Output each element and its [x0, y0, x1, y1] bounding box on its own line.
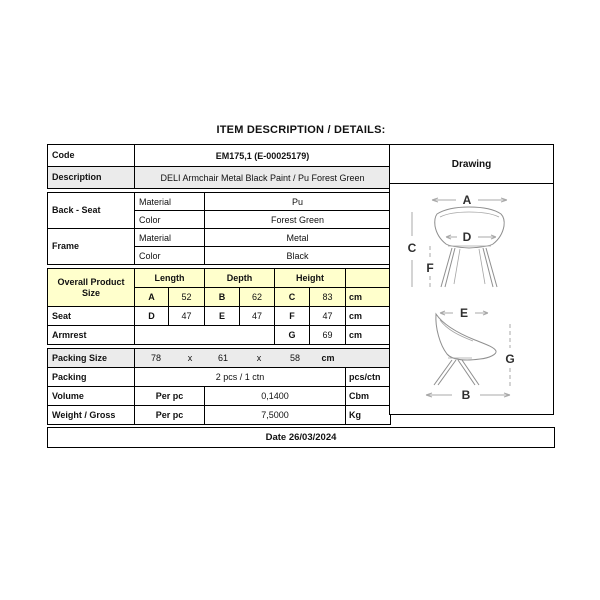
packing-size-values: [135, 349, 391, 368]
volume-unit: Cbm: [346, 387, 391, 406]
packing-size-label: Packing Size: [48, 349, 135, 368]
seat-row-label: Seat: [48, 307, 135, 326]
code-label: Code: [48, 145, 135, 167]
dim-label-g: G: [505, 352, 515, 366]
dim-label-a: A: [462, 193, 472, 207]
drawing-panel: [389, 144, 554, 415]
code-description-table: [47, 144, 391, 189]
frame-color-value: Black: [205, 247, 391, 265]
dim-a-value: 52: [169, 288, 205, 307]
chair-leg-side-rear: [434, 360, 456, 385]
chair-side-view-drawing: [426, 306, 515, 402]
weight-unit: Kg: [346, 406, 391, 425]
weight-label: Weight / Gross: [48, 406, 135, 425]
chair-leg-front-right: [483, 248, 497, 287]
date-row: Date 26/03/2024: [47, 427, 555, 448]
overall-size-label: Overall Product Size: [48, 269, 135, 307]
chair-legs-rear: [454, 249, 485, 284]
back-seat-material-value: Pu: [205, 193, 391, 211]
table-row: [48, 145, 391, 167]
packing-unit: pcs/ctn: [346, 368, 391, 387]
unit-header-cell: [346, 269, 391, 288]
chair-leg-side-front: [458, 360, 479, 385]
spec-sheet: [47, 124, 555, 448]
description-label: Description: [48, 167, 135, 189]
packing-dim-2: 61: [217, 353, 228, 363]
table-row: [48, 307, 391, 326]
spec-table-left-column: [47, 144, 390, 425]
back-seat-label: Back - Seat: [48, 193, 135, 229]
armrest-row-label: Armrest: [48, 326, 135, 345]
packing-sep-2: x: [256, 353, 262, 363]
table-row: [48, 368, 391, 387]
spec-table-wrapper: [47, 144, 555, 425]
dim-g-key: G: [275, 326, 310, 345]
packing-value: 2 pcs / 1 ctn: [135, 368, 346, 387]
armrest-unit: cm: [346, 326, 391, 345]
dim-f-key: F: [275, 307, 310, 326]
frame-material-label: Material: [135, 229, 205, 247]
back-seat-color-value: Forest Green: [205, 211, 391, 229]
volume-label: Volume: [48, 387, 135, 406]
table-row: [48, 229, 391, 247]
dim-b-key: B: [205, 288, 240, 307]
depth-column-header: Depth: [205, 269, 275, 288]
chair-shell-front-inner: [440, 212, 499, 217]
frame-material-value: Metal: [205, 229, 391, 247]
dim-g-value: 69: [310, 326, 346, 345]
page-title: ITEM DESCRIPTION / DETAILS:: [216, 124, 386, 136]
table-row: [48, 326, 391, 345]
dim-c-value: 83: [310, 288, 346, 307]
drawing-header: Drawing: [390, 145, 553, 184]
packing-label: Packing: [48, 368, 135, 387]
sizes-table: [47, 268, 391, 345]
chair-shell-side: [436, 314, 496, 360]
packing-dim-1: 78: [150, 353, 161, 363]
dim-e-value: 47: [240, 307, 275, 326]
dim-b-value: 62: [240, 288, 275, 307]
seat-unit: cm: [346, 307, 391, 326]
dim-f-value: 47: [310, 307, 346, 326]
dim-d-key: D: [135, 307, 169, 326]
volume-value: 0,1400: [205, 387, 346, 406]
length-column-header: Length: [135, 269, 205, 288]
dim-label-f: F: [426, 261, 434, 275]
table-row: [48, 349, 391, 368]
frame-label: Frame: [48, 229, 135, 265]
packing-dims: [137, 353, 388, 363]
volume-per-pc: Per pc: [135, 387, 205, 406]
packing-dim-3: 58: [289, 353, 300, 363]
dim-label-b: B: [461, 388, 471, 402]
overall-unit: cm: [346, 288, 391, 307]
description-value: DELI Armchair Metal Black Paint / Pu Forest Green: [135, 167, 391, 189]
armrest-empty-cell: [135, 326, 275, 345]
dim-label-e: E: [459, 306, 469, 320]
packing-table: [47, 348, 391, 425]
dim-a-key: A: [135, 288, 169, 307]
chair-leg-front-left: [441, 248, 455, 287]
table-row: [48, 193, 391, 211]
drawing-area: [390, 184, 553, 414]
table-row: [48, 387, 391, 406]
weight-value: 7,5000: [205, 406, 346, 425]
dim-label-d: D: [462, 230, 472, 244]
dim-d-value: 47: [169, 307, 205, 326]
weight-per-pc: Per pc: [135, 406, 205, 425]
back-seat-material-label: Material: [135, 193, 205, 211]
code-value: EM175,1 (E-00025179): [135, 145, 391, 167]
frame-color-label: Color: [135, 247, 205, 265]
packing-sep-1: x: [187, 353, 193, 363]
table-row: [48, 167, 391, 189]
back-seat-color-label: Color: [135, 211, 205, 229]
chair-front-view-drawing: [408, 193, 507, 287]
packing-dim-unit: cm: [321, 353, 335, 363]
dim-label-c: C: [407, 241, 417, 255]
materials-table: [47, 192, 391, 265]
dim-e-key: E: [205, 307, 240, 326]
height-column-header: Height: [275, 269, 346, 288]
dim-c-key: C: [275, 288, 310, 307]
table-row: [48, 406, 391, 425]
table-row: [48, 269, 391, 288]
chair-dimension-drawing: [390, 184, 551, 409]
